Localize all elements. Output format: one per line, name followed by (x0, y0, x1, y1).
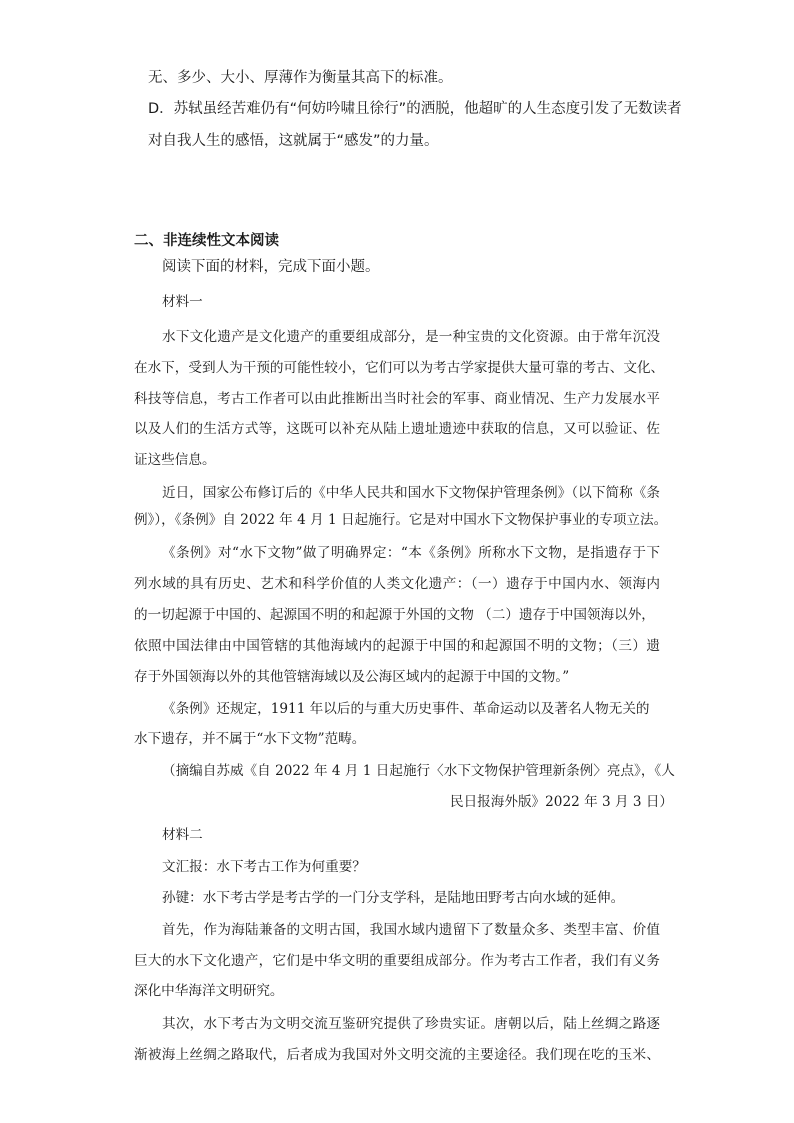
interview-question: 文汇报：水下考古工作为何重要？ (162, 859, 366, 875)
source-citation-line-1: （摘编自苏威《自 2022 年 4 月 1 日起施行〈水下文物保护管理新条例〉亮点》，《人 (162, 763, 675, 779)
material-2-title: 材料二 (162, 827, 203, 843)
paragraph-line: 《条例》对“水下文物”做了明确界定：“本《条例》所称水下文物，是指遗存于下 (162, 545, 660, 561)
paragraph-line: 首先，作为海陆兼备的文明古国，我国水域内遗留下了数量众多、类型丰富、价值 (162, 922, 660, 938)
source-citation-line-2: 民日报海外版》2022 年 3 月 3 日） (450, 794, 674, 810)
paragraph-line: 近日，国家公布修订后的《中华人民共和国水下文物保护管理条例》（以下简称《条 (162, 485, 660, 501)
option-d-line-1: D．苏轼虽经苦难仍有“何妨吟啸且徐行”的洒脱，他超旷的人生态度引发了无数读者 (148, 101, 682, 117)
paragraph-line: 科技等信息，考古工作者可以由此推断出当时社会的军事、商业情况、生产力发展水平 (134, 391, 660, 407)
paragraph-line: 以及人们的生活方式等，这既可以补充从陆上遗址遗迹中获取的信息，又可以验证、佐 (134, 421, 660, 437)
paragraph-line: 列水域的具有历史、艺术和科学价值的人类文化遗产：（一）遗存于中国内水、领海内 (134, 576, 660, 592)
option-c-continuation: 无、多少、大小、厚薄作为衡量其高下的标准。 (148, 70, 453, 86)
paragraph-line: 水下遗存，并不属于“水下文物”范畴。 (134, 731, 366, 747)
paragraph-line: 深化中华海洋文明研究。 (134, 983, 284, 999)
paragraph-line: 《条例》还规定，1911 年以后的与重大历史事件、革命运动以及著名人物无关的 (162, 701, 650, 717)
paragraph-line: 依照中国法律由中国管辖的其他海域内的起源于中国的和起源国不明的文物；（三）遗 (134, 638, 660, 654)
material-1-title: 材料一 (162, 294, 203, 310)
paragraph-line: 巨大的水下文化遗产，它们是中华文明的重要组成部分。作为考古工作者，我们有义务 (134, 953, 660, 969)
paragraph-line: 在水下，受到人为干预的可能性较小，它们可以为考古学家提供大量可靠的考古、文化、 (134, 360, 665, 376)
interview-answer: 孙键：水下考古学是考古学的一门分支学科，是陆地田野考古向水域的延伸。 (162, 890, 625, 906)
option-d-line-2: 对自我人生的感悟，这就属于“感发”的力量。 (148, 133, 439, 149)
paragraph-line: 其次，水下考古为文明交流互鉴研究提供了珍贵实证。唐朝以后，陆上丝绸之路逐 (162, 1016, 660, 1032)
paragraph-line: 存于外国领海以外的其他管辖海域以及公海区域内的起源于中国的文物。” (134, 669, 570, 685)
paragraph-line: 渐被海上丝绸之路取代，后者成为我国对外文明交流的主要途径。我们现在吃的玉米、 (134, 1047, 660, 1063)
paragraph-line: 的一切起源于中国的、起源国不明的和起源于外国的文物 （二）遗存于中国领海以外， (134, 607, 655, 623)
section-instruction: 阅读下面的材料，完成下面小题。 (162, 259, 380, 275)
section-heading: 二、非连续性文本阅读 (134, 233, 279, 249)
paragraph-line: 例》），《条例》自 2022 年 4 月 1 日起施行。它是对中国水下文物保护事业的专项立法。 (134, 512, 668, 528)
paragraph-line: 水下文化遗产是文化遗产的重要组成部分，是一种宝贵的文化资源。由于常年沉没 (162, 329, 660, 345)
paragraph-line: 证这些信息。 (134, 452, 216, 468)
